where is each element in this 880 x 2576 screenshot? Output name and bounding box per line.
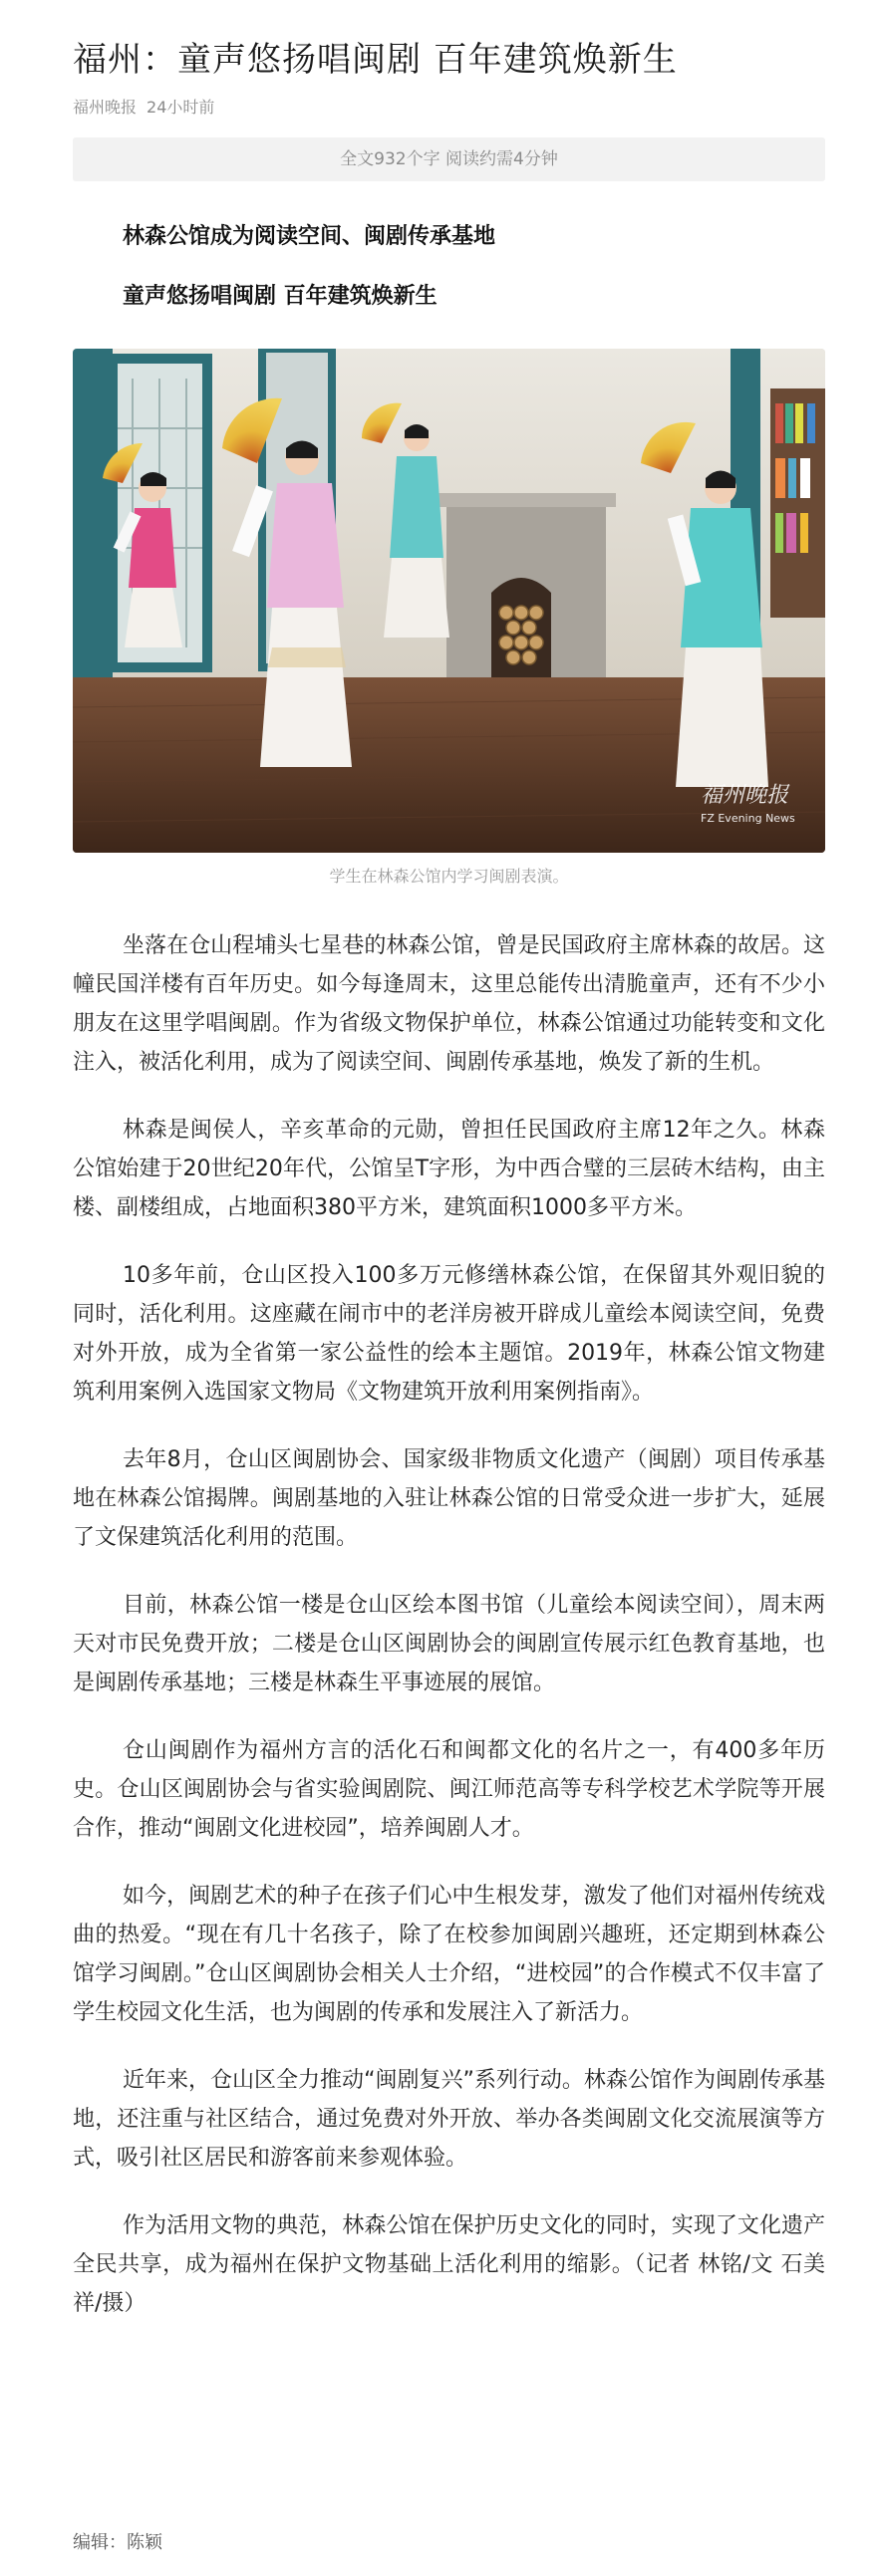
- article-photo[interactable]: [73, 349, 825, 853]
- photo-caption: 学生在林森公馆内学习闽剧表演。: [329, 867, 569, 886]
- paragraph-5: 目前，林森公馆一楼是仓山区绘本图书馆（儿童绘本阅读空间），周末两天对市民免费开放；二楼是仓山区闽剧协会的闽剧宣传展示红色教育基地，也是闽剧传承基地；三楼是林森生平事迹展的展馆。: [73, 1593, 825, 1695]
- paragraph-2: 林森是闽侯人，辛亥革命的元勋，曾担任民国政府主席12年之久。林森公馆始建于20世纪20年代，公馆呈T字形，为中西合璧的三层砖木结构，由主楼、副楼组成，占地面积380平方米，建筑面积1000多平方米。: [73, 1118, 825, 1220]
- watermark-en: FZ Evening News: [701, 812, 795, 825]
- article-figure: [73, 349, 825, 889]
- subhead-2: 童声悠扬唱闽剧 百年建筑焕新生: [123, 284, 438, 309]
- article-meta: [73, 96, 825, 120]
- article: [73, 0, 825, 2323]
- watermark-cn: 福州晚报: [701, 783, 789, 808]
- source-label[interactable]: 福州晚报: [73, 98, 138, 117]
- editor-credit: 编辑：陈颖: [73, 2532, 162, 2553]
- paragraph-4: 去年8月，仓山区闽剧协会、国家级非物质文化遗产（闽剧）项目传承基地在林森公馆揭牌。闽剧基地的入驻让林森公馆的日常受众进一步扩大，延展了文保建筑活化利用的范围。: [73, 1447, 825, 1550]
- door-frame-left: [73, 349, 113, 687]
- subhead-1: 林森公馆成为阅读空间、闽剧传承基地: [123, 224, 496, 249]
- paragraph-9: 作为活用文物的典范，林森公馆在保护历史文化的同时，实现了文化遗产全民共享，成为福州在保护文物基础上活化利用的缩影。（记者 林铭/文 石美祥/摄）: [73, 2213, 825, 2316]
- paragraph-8: 近年来，仓山区全力推动“闽剧复兴”系列行动。林森公馆作为闽剧传承基地，还注重与社区结合，通过免费对外开放、举办各类闽剧文化交流展演等方式，吸引社区居民和游客前来参观体验。: [73, 2068, 825, 2171]
- photo-illustration: [73, 349, 825, 853]
- paragraph-1: 坐落在仓山程埔头七星巷的林森公馆，曾是民国政府主席林森的故居。这幢民国洋楼有百年历史。如今每逢周末，这里总能传出清脆童声，还有不少小朋友在这里学唱闽剧。作为省级文物保护单位，林森公馆通过功能转变和文化注入，被活化利用，成为了阅读空间、闽剧传承基地，焕发了新的生机。: [73, 933, 825, 1075]
- paragraph-7: 如今，闽剧艺术的种子在孩子们心中生根发芽，激发了他们对福州传统戏曲的热爱。“现在有几十名孩子，除了在校参加闽剧兴趣班，还定期到林森公馆学习闽剧。”仓山区闽剧协会相关人士介绍，“进校园”的合作模式不仅丰富了学生校园文化生活，也为闽剧的传承和发展注入了新活力。: [73, 1884, 825, 2025]
- article-title: 福州：童声悠扬唱闽剧 百年建筑焕新生: [73, 40, 678, 80]
- paragraph-3: 10多年前，仓山区投入100多万元修缮林森公馆，在保留其外观旧貌的同时，活化利用。这座藏在闹市中的老洋房被开辟成儿童绘本阅读空间，免费对外开放，成为全省第一家公益性的绘本主题馆。2019年，林森公馆文物建筑利用案例入选国家文物局《文物建筑开放利用案例指南》。: [73, 1263, 825, 1405]
- paragraph-6: 仓山闽剧作为福州方言的活化石和闽都文化的名片之一，有400多年历史。仓山区闽剧协会与省实验闽剧院、闽江师范高等专科学校艺术学院等开展合作，推动“闽剧文化进校园”，培养闽剧人才。: [73, 1738, 825, 1841]
- read-info-bar: 全文932个字 阅读约需4分钟: [73, 137, 825, 181]
- publish-time: 24小时前: [147, 98, 215, 117]
